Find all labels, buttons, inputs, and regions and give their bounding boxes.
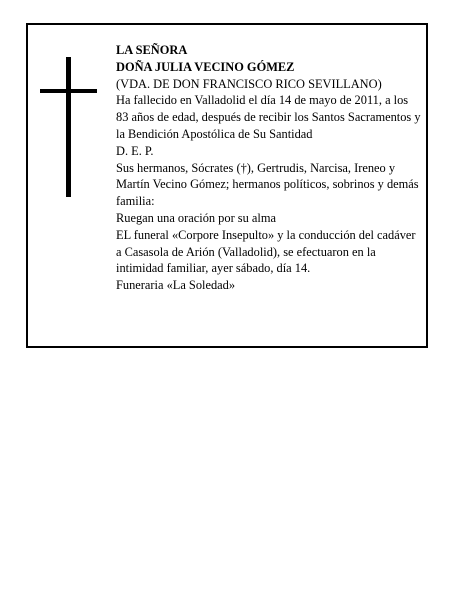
cross-horizontal-bar	[40, 89, 97, 93]
cross-vertical-bar	[66, 57, 71, 197]
family-paragraph: Sus hermanos, Sócrates (†), Gertrudis, Narcisa, Ireneo y Martín Vecino Gómez; hermanos políticos, sobrinos y demás familia:	[116, 160, 419, 209]
obituary-notice	[26, 23, 428, 348]
widow-line: (VDA. DE DON FRANCISCO RICO SEVILLANO)	[116, 76, 382, 91]
funeral-paragraph: EL funeral «Corpore Insepulto» y la conducción del cadáver a Casasola de Arión (Valladolid), se efectuaron en la intimidad familiar, ayer sábado, día 14.	[116, 227, 416, 276]
rip-line: D. E. P.	[116, 143, 154, 158]
funeral-home: Funeraria «La Soledad»	[116, 278, 236, 293]
notice-text	[116, 42, 421, 294]
prayer-request: Ruegan una oración por su alma	[116, 210, 276, 225]
deceased-honorific: LA SEÑORA	[116, 43, 188, 57]
death-paragraph: Ha fallecido en Valladolid el día 14 de mayo de 2011, a los 83 años de edad, después de recibir los Santos Sacramentos y la Bendición Apostólica de Su Santidad	[116, 93, 421, 141]
deceased-name: DOÑA JULIA VECINO GÓMEZ	[116, 59, 295, 74]
